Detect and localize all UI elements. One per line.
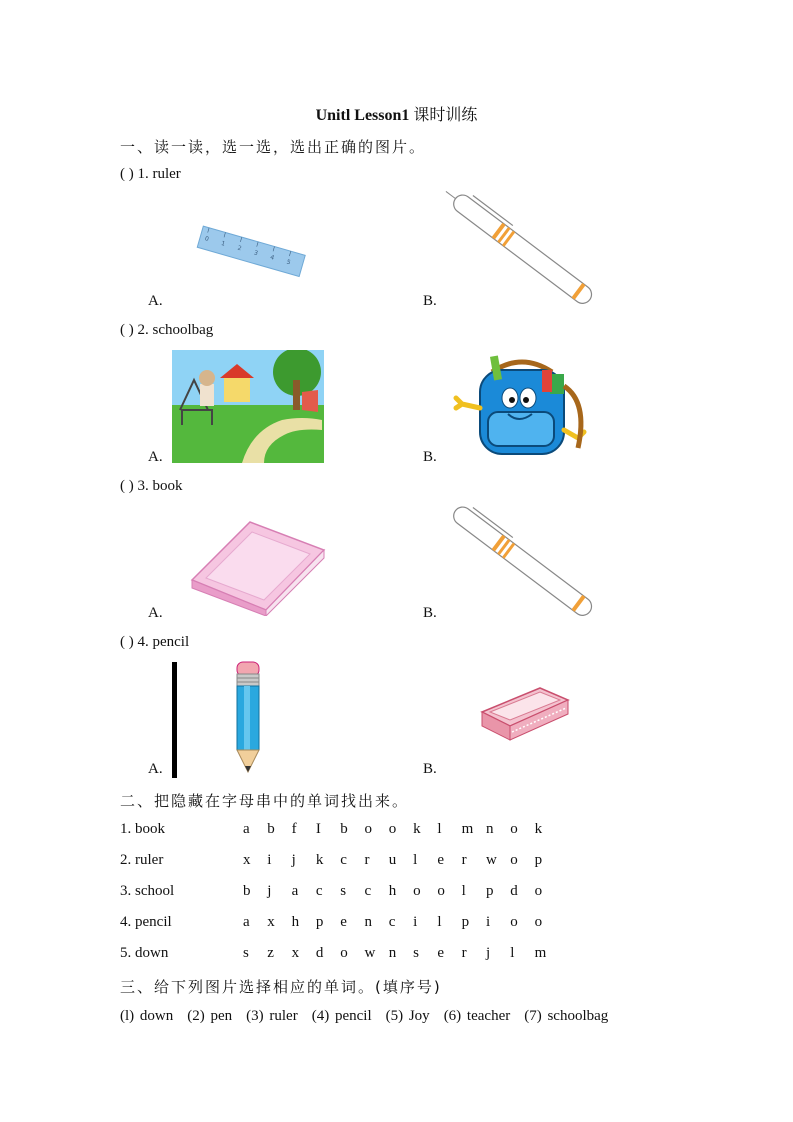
choice-1: (l) down	[120, 1008, 174, 1024]
choice-3: (3) ruler	[246, 1008, 298, 1024]
pen-picture	[440, 190, 605, 310]
svg-text:5: 5	[285, 258, 292, 267]
choice-2: (2) pen	[187, 1008, 233, 1024]
svg-text:4: 4	[269, 253, 275, 262]
word-row-2: 2. ruler	[120, 852, 164, 868]
choice-4: (4) pencil	[311, 1008, 372, 1024]
svg-text:3: 3	[253, 249, 259, 258]
title-chinese: 课时训练	[413, 107, 478, 124]
pencil-picture	[228, 660, 268, 778]
word-row-5: 5. down	[120, 945, 169, 961]
q1-option-a: A.	[148, 293, 163, 309]
letter-string-4: a x h p e n c i l p i o o	[243, 914, 543, 930]
svg-text:1: 1	[220, 239, 226, 248]
schoolbag-picture	[452, 352, 592, 464]
choice-5: (5) Joy	[385, 1008, 430, 1024]
page-title	[0, 102, 793, 125]
word-choices	[120, 1008, 608, 1025]
q2-option-b: B.	[423, 449, 437, 465]
letter-string-5: s z x d o w n s e r j l m	[243, 945, 547, 961]
vertical-bar	[172, 662, 177, 778]
pencil-case-picture	[478, 682, 570, 744]
question-4-label: ( ) 4. pencil	[120, 634, 190, 650]
q4-option-a: A.	[148, 761, 163, 777]
q3-option-b: B.	[423, 605, 437, 621]
letter-string-2: x i j k c r u l e r w o p	[243, 852, 543, 868]
svg-text:2: 2	[236, 244, 243, 253]
q3-option-a: A.	[148, 605, 163, 621]
question-1-label: ( ) 1. ruler	[120, 166, 181, 182]
book-picture	[188, 518, 326, 616]
q1-option-b: B.	[423, 293, 437, 309]
q4-option-b: B.	[423, 761, 437, 777]
section3-heading: 三、给下列图片选择相应的单词。(填序号)	[120, 978, 442, 996]
letter-string-1: a b f I b o o k l m n o k	[243, 821, 543, 837]
question-2-label: ( ) 2. schoolbag	[120, 322, 214, 338]
question-3-label: ( ) 3. book	[120, 478, 183, 494]
word-row-4: 4. pencil	[120, 914, 172, 930]
section2-heading: 二、把隐藏在字母串中的单词找出来。	[120, 792, 410, 810]
letter-string-3: b j a c s c h o o l p d o	[243, 883, 543, 899]
svg-text:0: 0	[203, 235, 210, 243]
word-row-3: 3. school	[120, 883, 175, 899]
park-scene-picture	[172, 350, 324, 463]
section1-heading: 一、读一读，选一选，选出正确的图片。	[120, 138, 427, 156]
choice-7: (7) schoolbag	[524, 1008, 609, 1024]
choice-6: (6) teacher	[443, 1008, 511, 1024]
ruler-picture	[190, 222, 310, 282]
q2-option-a: A.	[148, 449, 163, 465]
word-row-1: 1. book	[120, 821, 165, 837]
pen-picture-2	[440, 502, 605, 622]
title-english: Unitl Lesson1	[315, 107, 410, 124]
